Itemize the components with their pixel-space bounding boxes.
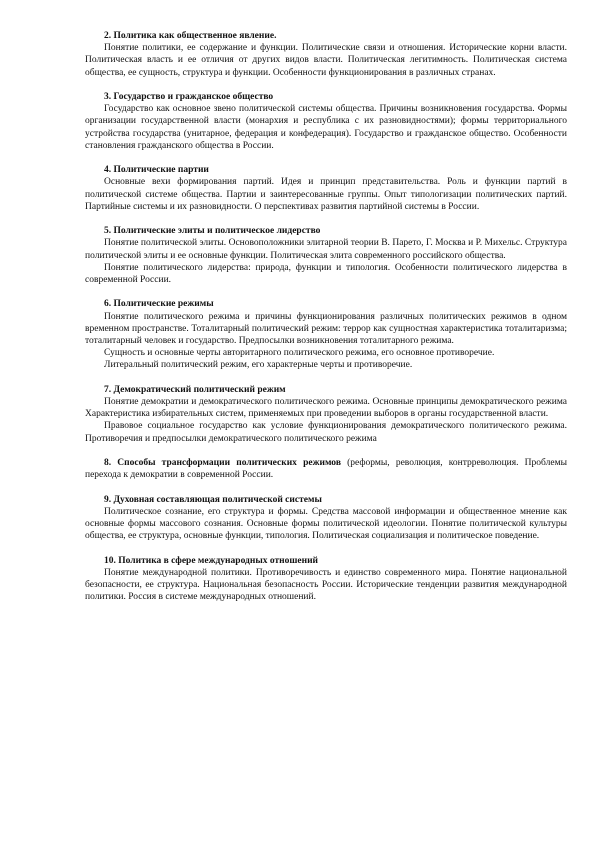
section-9 [85,494,567,543]
section-7 [85,384,567,445]
section-paragraph: Основные вехи формирования партий. Идея и принцип представительства. Роль и функции партий в политической системе общества. Партии и заинтересованные группы. Опыт типологизации политических партий. Партийные системы и их разновидности. О перспективах развития партийной системы в России. [85,177,567,212]
section-paragraph: Понятие демократии и демократического политического режима. Основные принципы демократического режима Характеристика избирательных систем, применяемых при проведении выборов в органы государственной власти. [85,397,567,420]
section-10 [85,555,567,604]
section-paragraph: Государство как основное звено политической системы общества. Причины возникновения государства. Формы организации государственной власти (монархия и республика с их разновидностями); формы территориального устройства государства (унитарное, федерация и конфедерация). Государство и гражданское общество. Особенности становления гражданского общества в России. [85,104,567,151]
section-3 [85,91,567,152]
section-5 [85,225,567,286]
section-heading: 4. Политические партии [104,165,209,176]
section-heading: 7. Демократический политический режим [104,384,286,395]
section-6 [85,298,567,371]
section-heading: 5. Политические элиты и политическое лидерство [104,226,321,237]
section-paragraph: Понятие политического лидерства: природа, функции и типология. Особенности политического лидерства в современной России. [85,262,567,286]
section-paragraph: Понятие политики, ее содержание и функции. Политические связи и отношения. Исторические корни власти. Политическая власть и ее отличия от других видов власти. Политическая легитимность. Политическая система общества, ее сущность, структура и функции. Особенности функционирования в различных странах. [85,43,567,78]
section-paragraph: Понятие международной политики. Противоречивость и единство современного мира. Понятие национальной безопасности, ее структура. Национальная безопасность России. Исторические тенденции развития международной политики. Россия в системе международных отношений. [85,567,567,603]
section-paragraph: Сущность и основные черты авторитарного политического режима, его основное противоречие. [104,348,495,359]
section-heading: 10. Политика в сфере международных отношений [104,555,319,566]
section-paragraph: Литеральный политический режим, его характерные черты и противоречие. [104,360,413,371]
section-paragraph: Правовое социальное государство как условие функционирования демократического политического режима. Противоречия и предпосылки демократического политического режима [85,421,567,444]
section-heading: 9. Духовная составляющая политической системы [104,494,322,505]
section-heading: 3. Государство и гражданское общество [104,92,274,102]
section-8 [85,457,567,481]
section-paragraph: Понятие политической элиты. Основоположники элитарной теории В. Парето, Г. Москва и Р. Михельс. Структура политической элиты и ее основные функции. Политическая элита современного российского общества. [85,238,567,261]
section-paragraph: Понятие политического режима и причины функционирования различных политических режимов в одном временном пространстве. Тоталитарный политический режим: террор как сущностная характеристика тоталитаризма; тоталитарный человек и государство. Предпосылки возникновения тоталитарного режима. [85,311,567,347]
section-heading: 6. Политические режимы [104,299,214,310]
section-4 [85,164,567,213]
section-inline-text: (реформы, революция, контрреволюция. Проблемы перехода к демократии в современной России. [85,458,567,481]
section-paragraph: Политическое сознание, его структура и формы. Средства массовой информации и общественное мнение как основные формы массового сознания. Основные формы политической идеологии. Понятие политической культуры общества, ее структура, основные функции, типология. Политическая социализация и политическое поведение. [85,506,567,542]
section-heading: 2. Политика как общественное явление. [104,31,277,41]
section-heading: 8. Способы трансформации политических режимов [104,458,341,469]
section-2 [85,30,567,79]
section-paragraph [85,457,567,481]
